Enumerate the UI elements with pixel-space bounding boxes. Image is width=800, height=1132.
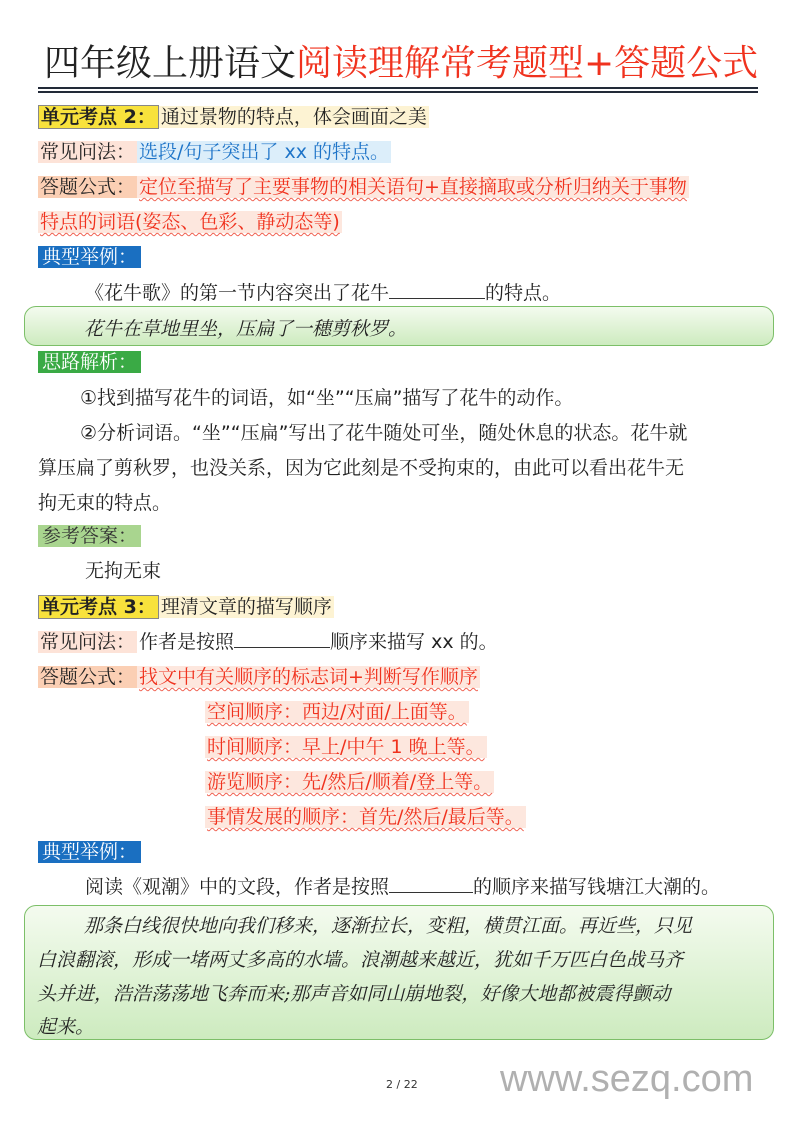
formula-row-2: [38, 207, 342, 238]
section2-heading: [38, 102, 429, 133]
formula-label: 答题公式：: [40, 176, 136, 198]
question-row: [38, 627, 498, 658]
order-item: [205, 767, 494, 798]
title-red: 阅读理解常考题型+答题公式: [296, 43, 759, 84]
order-item: [205, 732, 487, 763]
question-text: 选段/句子突出了 xx 的特点。: [139, 141, 389, 163]
section-label: 单元考点 3：: [38, 595, 159, 619]
order-item: [205, 697, 469, 728]
quote-line: 起来。: [37, 1016, 95, 1038]
answer-blank: [234, 627, 330, 648]
quote-line: 头并进，浩浩荡荡地飞奔而来;那声音如同山崩地裂，好像大地都被震得颤动: [37, 983, 671, 1005]
example-text-before: 阅读《观潮》中的文段，作者是按照: [85, 876, 390, 898]
order-text: 事情发展的顺序：首先/然后/最后等。: [207, 806, 524, 828]
page-number: 2 / 22: [386, 1078, 418, 1091]
example-text-before: 《花牛歌》的第一节内容突出了花牛: [85, 282, 390, 304]
example-label-row: [38, 837, 141, 868]
quote-text: 花牛在草地里坐，压扁了一穗剪秋罗。: [84, 318, 408, 340]
analysis-point-1: ①找到描写花牛的词语，如“坐”“压扁”描写了花牛的动作。: [80, 387, 574, 409]
quote-box: [24, 306, 774, 346]
example-text-after: 的顺序来描写钱塘江大潮的。: [473, 876, 721, 898]
question-label: 常见问法：: [40, 631, 136, 653]
order-item: [205, 802, 526, 833]
analysis-label: 思路解析：: [38, 351, 141, 373]
example-question: [85, 276, 561, 310]
example-text-after: 的特点。: [485, 282, 562, 304]
section-label: 单元考点 2：: [38, 105, 159, 129]
quote-line: 白浪翻滚，形成一堵两丈多高的水墙。浪潮越来越近，犹如千万匹白色战马齐: [37, 949, 684, 971]
order-text: 游览顺序：先/然后/顺着/登上等。: [207, 771, 493, 793]
order-text: 时间顺序：早上/中午 1 晚上等。: [207, 736, 485, 758]
answer-label-row: [38, 521, 141, 552]
formula-text-2: 特点的词语(姿态、色彩、静动态等): [40, 211, 340, 233]
title-rule-bottom: [38, 91, 758, 93]
order-text: 空间顺序：西边/对面/上面等。: [207, 701, 467, 723]
example-label: 典型举例：: [38, 841, 141, 863]
question-text-after: 顺序来描写 xx 的。: [330, 631, 498, 653]
example-question: [85, 870, 720, 904]
quote-line: 那条白线很快地向我们移来，逐渐拉长，变粗，横贯江面。再近些，只见: [84, 915, 693, 937]
formula-row: [38, 172, 689, 203]
analysis-label-row: [38, 347, 141, 378]
question-text-before: 作者是按照: [139, 631, 235, 653]
formula-label: 答题公式：: [40, 666, 136, 688]
analysis-point-2: ②分析词语。“坐”“压扁”写出了花牛随处可坐，随处休息的状态。花牛就: [80, 422, 688, 444]
analysis-point-2-line2: 算压扁了剪秋罗，也没关系，因为它此刻是不受拘束的，由此可以看出花牛无: [38, 457, 685, 479]
watermark: www.sezq.com: [500, 1058, 754, 1100]
quote-box: [24, 905, 774, 1040]
section-heading: 通过景物的特点，体会画面之美: [160, 106, 427, 128]
formula-text: 定位至描写了主要事物的相关语句+直接摘取或分析归纳关于事物: [139, 176, 687, 198]
title-black: 四年级上册语文: [44, 43, 297, 84]
analysis-point-2-line3: 拘无束的特点。: [38, 492, 172, 514]
page-title: [44, 40, 758, 88]
answer-blank: [389, 278, 485, 299]
answer-label: 参考答案：: [38, 525, 141, 547]
answer-blank: [389, 872, 473, 893]
question-label: 常见问法：: [40, 141, 136, 163]
answer-text: 无拘无束: [85, 560, 162, 582]
question-row: [38, 137, 391, 168]
section-heading: 理清文章的描写顺序: [160, 596, 332, 618]
example-label-row: [38, 242, 141, 273]
formula-row: [38, 662, 480, 693]
title-rule-top: [38, 87, 758, 89]
example-label: 典型举例：: [38, 246, 141, 268]
formula-text: 找文中有关顺序的标志词+判断写作顺序: [139, 666, 478, 688]
section3-heading: [38, 592, 334, 623]
